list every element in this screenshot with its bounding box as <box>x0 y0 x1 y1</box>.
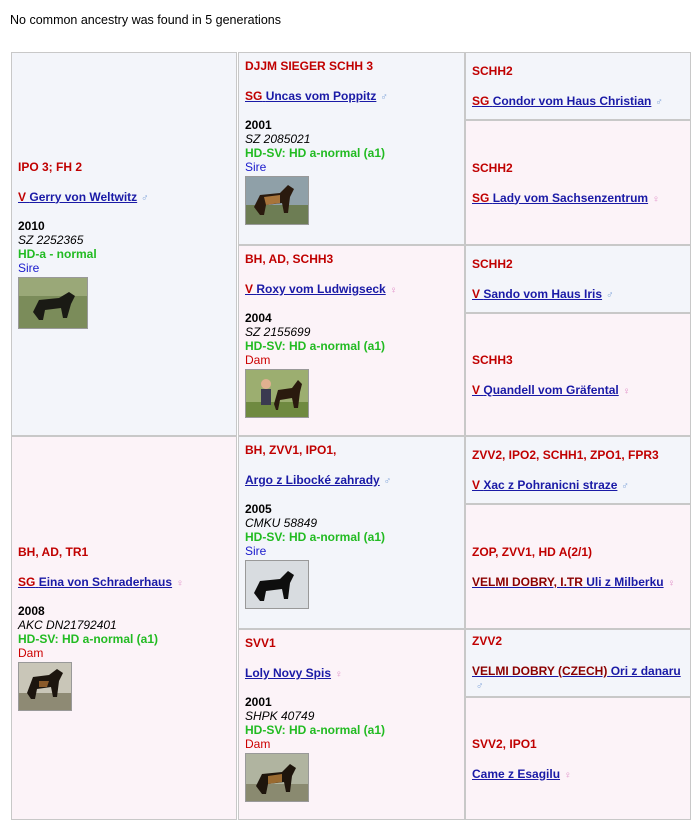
dog-link-sire[interactable]: V Gerry von Weltwitz <box>18 189 138 204</box>
dog-title: SCHH2 <box>472 160 513 175</box>
pedigree-cell-dam <box>11 436 237 820</box>
dog-name-line <box>245 666 458 680</box>
dog-name-line <box>245 282 458 296</box>
dog-title: SVV2, IPO1 <box>472 736 537 751</box>
dog-year: 2004 <box>245 311 272 325</box>
dog-link-dam[interactable]: SG Eina von Schraderhaus <box>18 575 173 589</box>
dog-title: BH, AD, TR1 <box>18 545 89 559</box>
dog-hd-rating: HD-a - normal <box>18 246 97 261</box>
female-symbol-icon: ♀ <box>389 285 398 296</box>
male-symbol-icon: ♂ <box>383 476 392 487</box>
dog-name-line <box>472 191 684 205</box>
dog-registration: SZ 2155699 <box>245 325 311 339</box>
dog-photo[interactable] <box>245 176 309 225</box>
dog-link-dds[interactable]: VELMI DOBRY (CZECH) Ori z danaru <box>472 664 681 678</box>
dog-link-dam-sire[interactable]: Argo z Libocké zahrady <box>245 473 380 487</box>
notice-text: No common ancestry was found in 5 generations <box>10 13 281 27</box>
dog-photo[interactable] <box>18 277 88 329</box>
dog-title: ZVV2, IPO2, SCHH1, ZPO1, FPR3 <box>472 448 659 462</box>
dog-name-line <box>472 478 684 492</box>
dog-link-ssd[interactable]: SG Lady vom Sachsenzentrum <box>472 190 649 205</box>
pedigree-cell-sire-dam <box>238 245 465 436</box>
dog-relation: Dam <box>245 353 271 367</box>
dog-relation: Sire <box>245 160 267 174</box>
dog-photo[interactable] <box>245 753 309 802</box>
dog-year: 2008 <box>18 604 45 618</box>
dog-title: SCHH3 <box>472 352 513 367</box>
pedigree-cell-sire <box>11 52 237 436</box>
dog-title: DJJM SIEGER SCHH 3 <box>245 59 374 73</box>
dog-title: ZOP, ZVV1, HD A(2/1) <box>472 544 593 559</box>
dog-year: 2005 <box>245 502 272 516</box>
pedigree-cell-sds <box>465 245 691 313</box>
female-symbol-icon: ♀ <box>176 578 184 589</box>
dog-link-sss[interactable]: SG Condor vom Haus Christian <box>472 94 652 108</box>
dog-title: ZVV2 <box>472 634 503 648</box>
pedigree-cell-sire-sire <box>238 52 465 245</box>
dog-link-ddd[interactable]: Came z Esagilu <box>472 766 561 781</box>
dog-link-sire-dam[interactable]: V Roxy vom Ludwigseck <box>245 282 386 296</box>
dog-hd-rating: HD-SV: HD a-normal (a1) <box>245 146 386 160</box>
dog-title: BH, ZVV1, IPO1, <box>245 443 337 457</box>
dog-hd-rating: HD-SV: HD a-normal (a1) <box>245 723 386 737</box>
dog-registration: SZ 2085021 <box>245 132 311 146</box>
dog-relation: Dam <box>245 737 271 751</box>
pedigree-cell-sss <box>465 52 691 120</box>
dog-year: 2010 <box>18 218 45 233</box>
dog-name-line <box>18 190 230 204</box>
pedigree-cell-dss <box>465 436 691 504</box>
dog-registration: SZ 2252365 <box>18 232 84 247</box>
dog-link-sire-sire[interactable]: SG Uncas vom Poppitz <box>245 89 377 103</box>
dog-title: SVV1 <box>245 636 276 650</box>
male-symbol-icon: ♂ <box>476 681 484 692</box>
dog-photo[interactable] <box>245 369 309 418</box>
dog-link-dss[interactable]: V Xac z Pohranicni straze <box>472 478 618 492</box>
dog-name-line <box>18 575 230 589</box>
dog-link-sds[interactable]: V Sando vom Haus Iris <box>472 287 603 301</box>
pedigree-cell-sdd <box>465 313 691 436</box>
dog-hd-rating: HD-SV: HD a-normal (a1) <box>18 632 159 646</box>
dog-name-line <box>472 767 684 781</box>
dog-name-line <box>472 287 684 301</box>
pedigree-cell-ssd <box>465 120 691 245</box>
dog-link-dam-dam[interactable]: Loly Novy Spis <box>245 666 332 680</box>
dog-name-line <box>472 94 684 108</box>
dog-hd-rating: HD-SV: HD a-normal (a1) <box>245 530 386 544</box>
female-symbol-icon: ♀ <box>667 577 676 589</box>
female-symbol-icon: ♀ <box>335 669 343 680</box>
dog-registration: AKC DN21792401 <box>18 618 117 632</box>
dog-registration: SHPK 40749 <box>245 709 315 723</box>
dog-title: SCHH2 <box>472 64 513 78</box>
dog-name-line <box>472 664 684 692</box>
dog-relation: Sire <box>18 260 40 275</box>
dog-photo[interactable] <box>18 662 72 711</box>
pedigree-cell-dam-dam <box>238 629 465 820</box>
dog-name-line <box>245 473 458 487</box>
pedigree-cell-dsd <box>465 504 691 629</box>
male-symbol-icon: ♂ <box>606 290 614 301</box>
dog-title: IPO 3; FH 2 <box>18 159 83 174</box>
female-symbol-icon: ♀ <box>622 385 631 397</box>
dog-relation: Sire <box>245 544 267 558</box>
dog-hd-rating: HD-SV: HD a-normal (a1) <box>245 339 386 353</box>
dog-registration: CMKU 58849 <box>245 516 318 530</box>
male-symbol-icon: ♂ <box>380 92 388 103</box>
dog-name-line <box>472 383 684 397</box>
dog-year: 2001 <box>245 695 272 709</box>
female-symbol-icon: ♀ <box>652 193 660 205</box>
dog-name-line <box>245 89 458 103</box>
dog-name-line <box>472 575 684 589</box>
dog-relation: Dam <box>18 646 44 660</box>
male-symbol-icon: ♂ <box>141 192 149 204</box>
male-symbol-icon: ♂ <box>655 97 663 108</box>
pedigree-cell-ddd <box>465 697 691 820</box>
dog-title: BH, AD, SCHH3 <box>245 252 334 266</box>
dog-title: SCHH2 <box>472 257 513 271</box>
dog-photo[interactable] <box>245 560 309 609</box>
female-symbol-icon: ♀ <box>564 769 572 781</box>
dog-year: 2001 <box>245 118 272 132</box>
pedigree-cell-dam-sire <box>238 436 465 629</box>
dog-link-dsd[interactable]: VELMI DOBRY, I.TR Uli z Milberku <box>472 574 664 589</box>
dog-link-sdd[interactable]: V Quandell vom Gräfental <box>472 382 619 397</box>
male-symbol-icon: ♂ <box>621 481 629 492</box>
pedigree-cell-dds <box>465 629 691 697</box>
